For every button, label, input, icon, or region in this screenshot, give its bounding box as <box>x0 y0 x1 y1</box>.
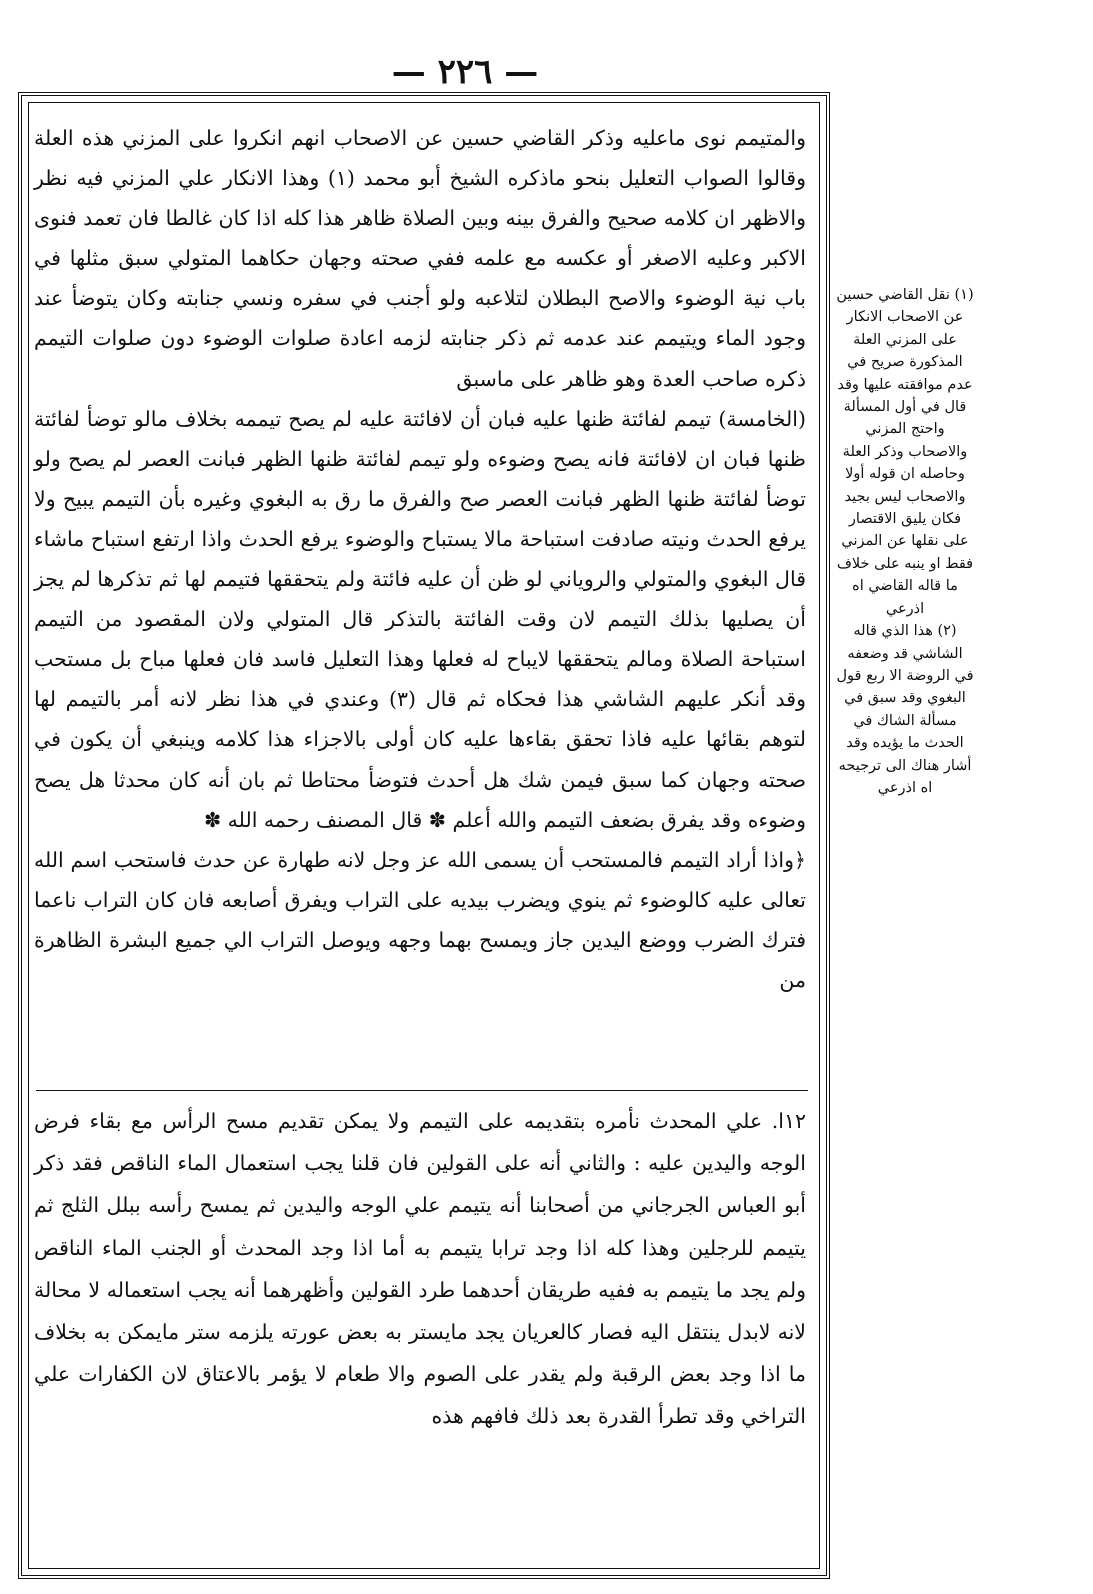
page-number: — ٢٢٦ — <box>391 52 539 92</box>
main-paragraph: ﴿واذا أراد التيمم فالمستحب أن يسمى الله عز وجل لانه طهارة عن حدث فاستحب اسم الله تعالى عليه كالوضوء ثم ينوي ويضرب بيديه على التراب ويفرق أصابعه فان كان التراب ناعما فترك الضرب ووضع اليدين جاز ويمسح بهما وجهه ويوصل التراب الي جميع البشرة الظاهرة من <box>34 847 806 992</box>
margin-notes <box>836 284 974 799</box>
main-paragraph: والمتيمم نوى ماعليه وذكر القاضي حسين عن الاصحاب انهم انكروا على المزني هذه العلة وقالوا الصواب التعليل بنحو ماذكره الشيخ أبو محمد (١) وهذا الانكار علي المزني فيه نظر والاظهر ان كلامه صحيح والفرق بينه وبين الصلاة ظاهر هذا كله اذا كان غالطا فان تعمد فنوى الاكبر وعليه الاصغر أو عكسه مع علمه ففي صحته وجهان حكاهما المتولي سبق مثلها في باب نية الوضوء والاصح البطلان لتلاعبه ولو أجنب في سفره ونسي جنابته وكان يتوضأ عند وجود الماء ويتيمم عند عدمه ثم ذكر جنابته لزمه اعادة صلوات الوضوء دون صلوات التيمم ذكره صاحب العدة وهو ظاهر على ماسبق <box>34 126 806 391</box>
margin-note: (١) نقل القاضي حسين عن الاصحاب الانكار على المزني العلة المذكورة صريح في عدم موافقته عليها وقد قال في أول المسألة واحتج المزني والاصحاب وذكر العلة وحاصله ان قوله أولا والاصحاب ليس بجيد فكان يليق الاقتصار على نقلها عن المزني فقط او ينبه على خلاف ما قاله القاضي اه اذرعي <box>836 287 974 617</box>
footnote-paragraph: ١٢ا. علي المحدث نأمره بتقديمه على التيمم ولا يمكن تقديم مسح الرأس مع بقاء فرض الوجه واليدين عليه : والثاني أنه على القولين فان قلنا يجب استعمال الماء الناقص فقد ذكر أبو العباس الجرجاني من أصحابنا أنه يتيمم علي الوجه واليدين ثم يمسح رأسه ببلل الثلج ثم يتيمم للرجلين وهذا كله اذا وجد ترابا يتيمم به أما اذا وجد المحدث أو الجنب الماء الناقص ولم يجد ما يتيمم به ففيه طريقان أحدهما طرد القولين وأظهرهما أنه يجب استعماله لا محالة لانه لابدل ينتقل اليه فصار كالعريان يجد مايستر به بعض عورته يلزمه ستر مايمكن به بخلاف ما اذا وجد بعض الرقبة ولم يقدر على الصوم والا طعام لا يؤمر بالاعتاق لان الكفارات علي التراخي وقد تطرأ القدرة بعد ذلك فافهم هذه <box>34 1109 806 1429</box>
footnote-text-block <box>34 1100 806 1438</box>
margin-note: (٢) هذا الذي قاله الشاشي قد وضعفه في الروضة الا ربع قول البغوي وقد سبق في مسألة الشاك في الحدث ما يؤيده وقد أشار هناك الى ترجيحه اه اذرعي <box>836 623 974 796</box>
main-paragraph: (الخامسة) تيمم لفائتة ظنها عليه فبان أن لافائتة عليه لم يصح تيممه بخلاف مالو توضأ لفائتة ظنها فبان ان لافائتة فانه يصح وضوءه ولو تيمم لفائتة ظنها الظهر فبانت العصر لم يصح ولو توضأ لفائتة ظنها الظهر فبانت العصر صح والفرق ما رق به البغوي وغيره بأن التيمم يبيح ولا يرفع الحدث ونيته صادفت استباحة مالا يستباح والوضوء يرفع الحدث واذا ارتفع استباح ماشاء قال البغوي والمتولي والروياني لو ظن أن عليه فائتة ولم يتحققها فتيمم لها ثم تذكرها لم يجز أن يصليها بذلك التيمم لان وقت الفائتة بالتذكر قال المتولي ولان المقصود من التيمم استباحة الصلاة ومالم يتحققها لايباح له فعلها وهذا التعليل فاسد فان فعلها مباح بل مستحب وقد أنكر عليهم الشاشي هذا فحكاه ثم قال (٣) وعندي في هذا نظر لانه أمر بالتيمم لها لتوهم بقائها عليه فاذا تحقق بقاءها عليه كان أولى بالاجزاء هذا كلامه وينبغي أن يكون في صحته وجهان كما سبق فيمن شك هل أحدث فتوضأ محتاطا ثم بان أنه كان محدثا هل يصح وضوءه وقد يفرق بضعف التيمم والله أعلم ✽ قال المصنف رحمه الله ✽ <box>34 406 806 832</box>
footnote-separator <box>36 1090 808 1091</box>
main-text-block <box>34 118 806 1000</box>
